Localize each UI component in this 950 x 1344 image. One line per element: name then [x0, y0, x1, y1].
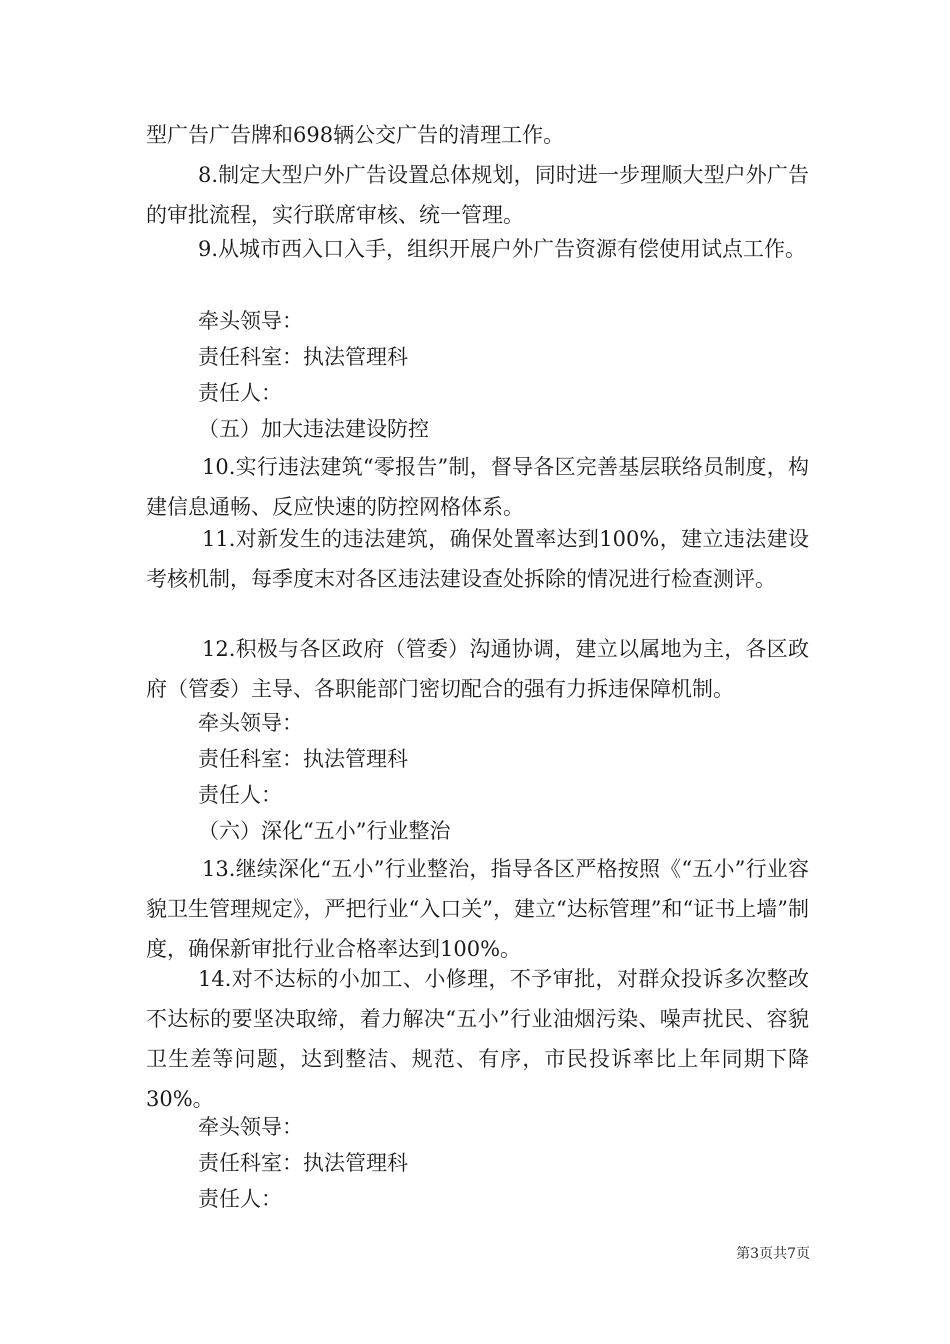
paragraph-item-14: 14.对不达标的小加工、小修理，不予审批，对群众投诉多次整改不达标的要坚决取缔，着力解决“五小”行业油烟污染、噪声扰民、容貌卫生差等问题，达到整洁、规范、有序，市民投诉率比上年同期下降30%。: [146, 967, 809, 1111]
responsible-person-label-1: 责任人：: [198, 381, 282, 405]
lead-leader-label-2: 牵头领导：: [198, 711, 303, 735]
responsible-department-1: 责任科室：执法管理科: [198, 345, 408, 369]
responsible-department-2: 责任科室：执法管理科: [198, 747, 408, 771]
page-number-footer: 第3页共7页: [736, 1246, 810, 1262]
responsible-person-label-3: 责任人：: [198, 1187, 282, 1211]
paragraph-item-11: 11.对新发生的违法建筑，确保处置率达到100%，建立违法建设考核机制，每季度末对各区违法建设查处拆除的情况进行检查测评。: [146, 527, 809, 591]
paragraph-item-10: 10.实行违法建筑“零报告”制，督导各区完善基层联络员制度，构建信息通畅、反应快速的防控网格体系。: [146, 455, 809, 519]
section-heading-5: （五）加大违法建设防控: [198, 417, 429, 441]
paragraph-item-12: 12.积极与各区政府（管委）沟通协调，建立以属地为主，各区政府（管委）主导、各职能部门密切配合的强有力拆违保障机制。: [146, 637, 809, 701]
paragraph-item-8: 8.制定大型户外广告设置总体规划，同时进一步理顺大型户外广告的审批流程，实行联席审核、统一管理。: [146, 163, 809, 227]
lead-leader-label-1: 牵头领导：: [198, 309, 303, 333]
paragraph-item-9: 9.从城市西入口入手，组织开展户外广告资源有偿使用试点工作。: [198, 237, 807, 261]
paragraph-continuation: 型广告广告牌和698辆公交广告的清理工作。: [146, 123, 565, 147]
paragraph-item-13: 13.继续深化“五小”行业整治，指导各区严格按照《“五小”行业容貌卫生管理规定》，严把行业“入口关”，建立“达标管理”和“证书上墙”制度，确保新审批行业合格率达到100%。: [146, 857, 809, 961]
responsible-department-3: 责任科室：执法管理科: [198, 1151, 408, 1175]
responsible-person-label-2: 责任人：: [198, 783, 282, 807]
lead-leader-label-3: 牵头领导：: [198, 1115, 303, 1139]
section-heading-6: （六）深化“五小”行业整治: [198, 819, 451, 843]
